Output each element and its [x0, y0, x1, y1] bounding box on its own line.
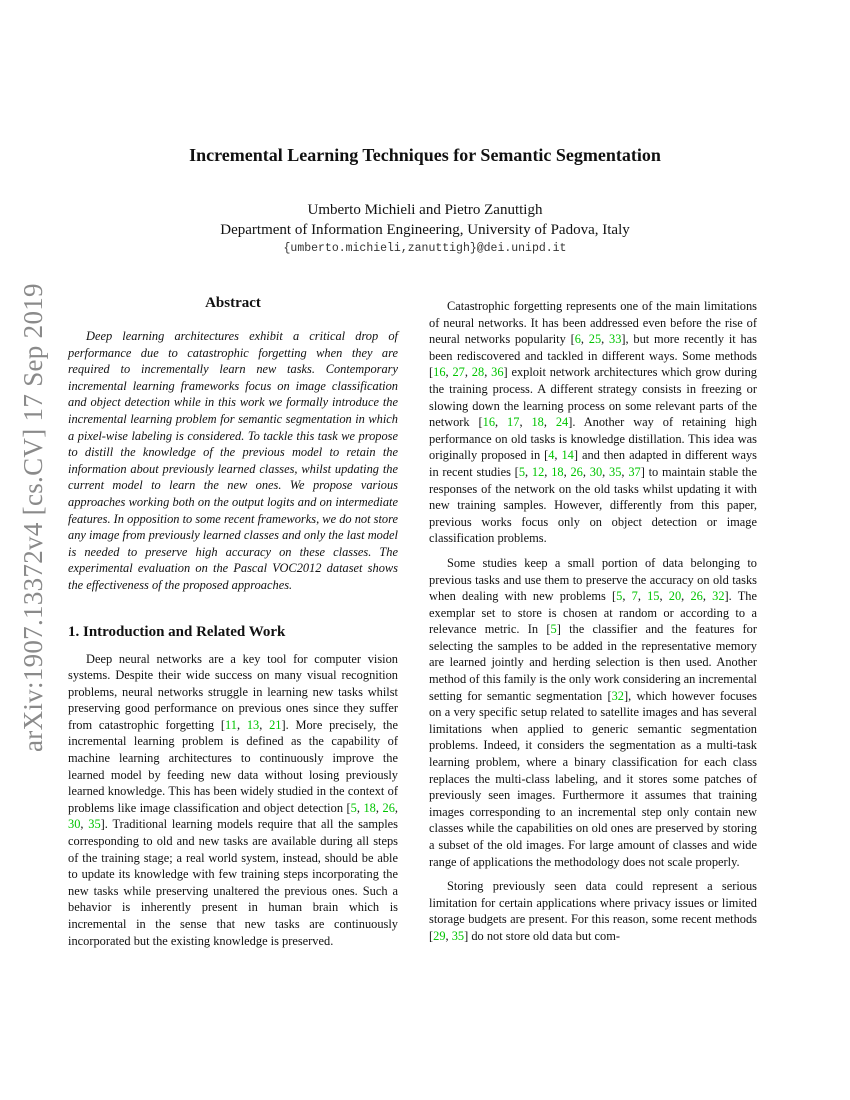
right-column [429, 298, 757, 953]
paragraph-text: , [356, 800, 364, 815]
paragraph-text: ], which however focuses on a very specific setup related to satellite images and has several limitations when applied to generic semantic segmentation problems. Indeed, it considers the segmentation as a multi-task learning problem, where a binary classification for each class replaces the multi-class labeling, and it stores some patches of previously seen images. Furthermore it assumes that training images corresponding to an incremental step only contain new classes while the capabilities on old ones are preserved by storing a subset of the old images. For large amount of classes and wide range of applications the methodology does not scale properly. [429, 688, 757, 869]
citation-link[interactable]: 5 [550, 622, 557, 637]
citation-link[interactable]: 29 [433, 928, 446, 943]
paragraph-text: , [544, 464, 552, 479]
paragraph-text: , [602, 464, 610, 479]
citation-link[interactable]: 24 [555, 415, 569, 430]
citation-link[interactable]: 32 [611, 688, 624, 703]
paragraph-text: ] exploit network architectures which grow during the training process. A different strategy consists in freezing or slowing down the learning process on some relevant parts of the network [ [429, 365, 758, 430]
citation-link[interactable]: 30 [589, 464, 603, 479]
arxiv-watermark[interactable]: arXiv:1907.13372v4 [cs.CV] 17 Sep 2019 [18, 283, 48, 752]
paragraph-text: ]. The exemplar set to store is chosen at random or according to a relevance metric. In [ [429, 589, 757, 637]
paragraph-text: , [622, 589, 632, 604]
paper-title: Incremental Learning Techniques for Semantic Segmentation [189, 145, 661, 165]
citation-link[interactable]: 16 [482, 415, 496, 430]
paragraph-text: ] the classifier and the features for selecting the samples to be added in the representative memory are learned jointly and herding selection is then used. Another method of this family is the only work considering an incremental setting for semantic segmentation [ [429, 622, 757, 703]
paragraph-text: , [519, 415, 532, 430]
citation-link[interactable]: 26 [690, 589, 703, 604]
author-names: Umberto Michieli and Pietro Zanuttigh [307, 202, 543, 218]
citation-link[interactable]: 6 [574, 332, 581, 347]
citation-link[interactable]: 18 [363, 800, 376, 815]
citation-link[interactable]: 35 [88, 817, 101, 832]
paragraph-text: , [259, 717, 270, 732]
citation-link[interactable]: 18 [531, 415, 544, 430]
citation-link[interactable]: 5 [350, 800, 357, 815]
paragraph-text: ]. Traditional learning models require that all the samples corresponding to old and new tasks are available during all steps of the training stage; a real world system, instead, should be able to update its knowledge with few training steps incorporating the new tasks while preserving unaltered the previous ones. Such a behavior is inherently present in human brain which is incremental in the sense that new tasks are continuously incorporated but the existing knowledge is preserved. [68, 817, 399, 948]
paragraph-text: Some studies keep a small portion of data belonging to previous tasks and use them to preserve the accuracy on old tasks when dealing with new problems [ [429, 555, 757, 604]
paragraph-text: , [484, 365, 492, 380]
paragraph-text: , [525, 464, 532, 479]
paragraph-text: ]. More precisely, the incremental learning problem is defined as the capability of machine learning architectures to continuously improve the learned model by feeding new data without losing previously learned knowledge. This has been widely studied in the context of problems like image classification and object detection [ [68, 717, 398, 815]
paragraph-text: , [236, 717, 247, 732]
paragraph-text: , [394, 800, 398, 815]
affiliation: Department of Information Engineering, University of Padova, Italy [220, 222, 630, 238]
citation-link[interactable]: 32 [712, 589, 725, 604]
citation-link[interactable]: 35 [451, 928, 465, 943]
paragraph-text: , [554, 448, 562, 463]
author-block [0, 200, 850, 258]
citation-link[interactable]: 33 [609, 332, 622, 347]
paragraph-text: , [702, 589, 713, 604]
paragraph-text: Catastrophic forgetting represents one of the main limitations of neural networks. It has been addressed even before the rise of neural networks popularity [ [429, 299, 757, 347]
paragraph-text: ] do not store old data but com- [464, 928, 621, 943]
citation-link[interactable]: 11 [225, 717, 237, 732]
left-column [68, 295, 398, 957]
paragraph-text: , [375, 800, 383, 815]
paragraph-text: , [681, 589, 691, 604]
citation-link[interactable]: 36 [491, 365, 504, 380]
citation-link[interactable]: 20 [668, 589, 682, 604]
citation-link[interactable]: 21 [269, 717, 282, 732]
paragraph-text: ], but more recently it has been rediscovered and tackled in different ways. Some methods [ [429, 332, 757, 380]
citation-link[interactable]: 13 [246, 717, 260, 732]
paragraph-text: , [445, 928, 452, 943]
citation-link[interactable]: 12 [531, 464, 545, 479]
citation-link[interactable]: 26 [570, 464, 583, 479]
right-paragraph-2 [429, 555, 757, 870]
citation-link[interactable]: 37 [628, 464, 641, 479]
citation-link[interactable]: 7 [631, 589, 638, 604]
paragraph-text: , [80, 817, 89, 832]
paragraph-text: ] to maintain stable the responses of the network on the old tasks whilst updating it with new training samples. However, differently from this paper, previous works focus only on object detection or image classification problems. [429, 464, 757, 546]
citation-link[interactable]: 16 [433, 365, 446, 380]
citation-link[interactable]: 28 [471, 365, 485, 380]
citation-link[interactable]: 17 [507, 415, 520, 430]
section-heading: 1. Introduction and Related Work [68, 623, 286, 640]
intro-paragraph-1 [68, 651, 398, 950]
paragraph-text: , [563, 464, 571, 479]
citation-link[interactable]: 15 [647, 589, 660, 604]
abstract-heading: Abstract [205, 295, 261, 311]
paragraph-text: , [464, 365, 472, 380]
citation-link[interactable]: 18 [551, 464, 564, 479]
paragraph-text: , [445, 365, 453, 380]
citation-link[interactable]: 26 [382, 800, 395, 815]
citation-link[interactable]: 30 [68, 817, 81, 832]
paragraph-text: Deep neural networks are a key tool for computer vision systems. Despite their wide success on many visual recognition problems, neural networks struggle in learning new tasks whilst preserving good performance on previous ones since they suffer from catastrophic forgetting [ [68, 651, 398, 732]
citation-link[interactable]: 5 [616, 589, 623, 604]
right-paragraph-1 [429, 298, 757, 547]
author-email[interactable]: {umberto.michieli,zanuttigh}@dei.unipd.it [283, 242, 567, 255]
paragraph-text: , [601, 332, 610, 347]
paragraph-text: Storing previously seen data could represent a serious limitation for certain applications where privacy issues or limited storage budgets are present. For this reason, some recent methods [ [429, 879, 757, 943]
paragraph-text: , [543, 415, 556, 430]
abstract-text: Deep learning architectures exhibit a critical drop of performance due to catastrophic forgetting when they are required to incrementally learn new tasks. Contemporary incremental learning frameworks focus on image classification and object detection while in this work we formally introduce the incremental learning problem for semantic segmentation in which a pixel-wise labeling is considered. To tackle this task we propose to distill the knowledge of the previous model to retain the information about previously learned classes, whilst updating the current model to learn the new ones. We propose various approaches working both on the output logits and on intermediate features. In opposition to some recent frameworks, we do not store any image from previously learned classes and only the last model is needed to preserve high accuracy on these classes. The experimental evaluation on the Pascal VOC2012 dataset shows the effectiveness of the proposed approaches. [68, 329, 398, 592]
citation-link[interactable]: 27 [452, 365, 465, 380]
paragraph-text: ]. Another way of retaining high performance on old tasks is knowledge distillation. This idea was originally proposed in [ [429, 415, 757, 463]
paragraph-text: , [580, 332, 589, 347]
right-paragraph-3 [429, 878, 757, 944]
paragraph-text: , [621, 464, 629, 479]
paragraph-text: , [495, 415, 508, 430]
paragraph-text: , [582, 464, 590, 479]
paragraph-text: , [659, 589, 669, 604]
citation-link[interactable]: 4 [548, 448, 555, 463]
paragraph-text: ] and then adapted in different ways in recent studies [ [429, 448, 757, 479]
citation-link[interactable]: 35 [609, 464, 622, 479]
citation-link[interactable]: 25 [588, 332, 602, 347]
citation-link[interactable]: 5 [518, 464, 526, 479]
paragraph-text: , [637, 589, 648, 604]
citation-link[interactable]: 14 [561, 448, 574, 463]
